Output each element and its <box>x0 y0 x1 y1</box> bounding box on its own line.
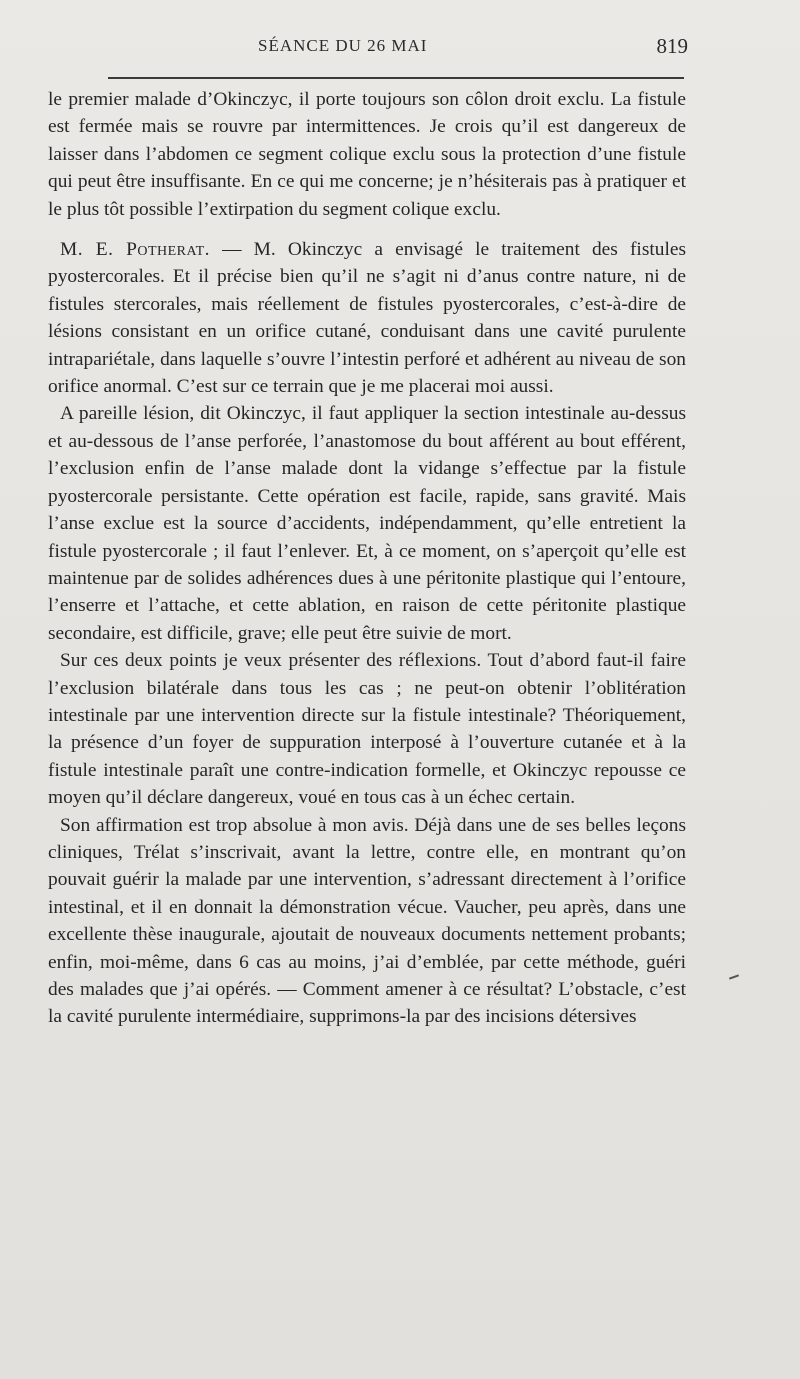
paragraph: le premier malade d’Okinczyc, il porte toujours son côlon droit exclu. La fistule est fermée mais se rouvre par intermittences. Je crois qu’il est dangereux de laisser dans l’abdomen ce segment colique exclu sous la protection d’une fistule qui peut être insuffisante. En ce qui me concerne; je n’hésiterais pas à pratiquer et le plus tôt possible l’extirpation du segment colique exclu. <box>48 89 686 220</box>
paragraph: A pareille lésion, dit Okinczyc, il faut appliquer la section intestinale au-dessus et au-dessous de l’anse perforée, l’anastomose du bout afférent au bout efférent, l’exclusion enfin de l’anse malade dont la vidange s’effectue par la fistule pyostercorale persistante. Cette opération est facile, rapide, sans gravité. Mais l’anse exclue est la source d’accidents, indépendamment, qu’elle entretient la fistule pyostercorale ; il faut l’enlever. Et, à ce moment, on s’aperçoit qu’elle est maintenue par de solides adhérences dues à une péritonite plastique qui l’entoure, l’enserre et l’attache, et cette ablation, en raison de cette péritonite plastique secondaire, est difficile, grave; elle peut être suivie de mort. <box>48 403 686 644</box>
paragraph-text: — M. Okinczyc a envisagé le traitement des fistules pyostercorales. Et il précise bien qu’il ne s’agit ni d’anus contre nature, ni de fistules stercorales, mais réellement de fistules pyostercorales, c’est-à-dire de lésions consistant en un orifice cutané, conduisant dans une cavité purulente intrapariétale, dans laquelle s’ouvre l’intestin perforé et adhérent au niveau de son orifice anormal. C’est sur ce terrain que je me placerai moi aussi. <box>48 239 686 398</box>
margin-mark <box>729 974 739 979</box>
speaker-name: M. E. Potherat. <box>60 239 210 261</box>
paragraph: Sur ces deux points je veux présenter des réflexions. Tout d’abord faut-il faire l’exclusion bilatérale dans tous les cas ; ne peut-on obtenir l’oblitération intestinale par une intervention directe sur la fistule intestinale? Théoriquement, la présence d’un foyer de suppuration interposé à l’ouverture cutanée et à la fistule intestinale paraît une contre-indication formelle, et Okinczyc repousse ce moyen qu’il déclare dangereux, voué en tous cas à un échec certain. <box>48 650 686 809</box>
page-number: 819 <box>656 34 688 58</box>
header-rule <box>108 77 684 79</box>
page-header <box>0 36 800 66</box>
paragraph: Son affirmation est trop absolue à mon avis. Déjà dans une de ses belles leçons cliniques, Trélat s’inscrivait, avant la lettre, contre elle, en montrant qu’on pouvait guérir la malade par une intervention, s’adressant directement à l’orifice intestinal, et il en donnait la démonstration vécue. Vaucher, peu après, dans une excellente thèse inaugurale, ajoutait de nouveaux documents nettement probants; enfin, moi-même, dans 6 cas au moins, j’ai d’emblée, par cette méthode, guéri des malades que j’ai opérés. — Comment amener à ce résultat? L’obstacle, c’est la cavité purulente intermédiaire, supprimons-la par des incisions détersives <box>48 814 686 1028</box>
running-title: SÉANCE DU 26 MAI <box>258 36 428 55</box>
paragraph <box>48 236 686 400</box>
body-text <box>48 86 686 1031</box>
